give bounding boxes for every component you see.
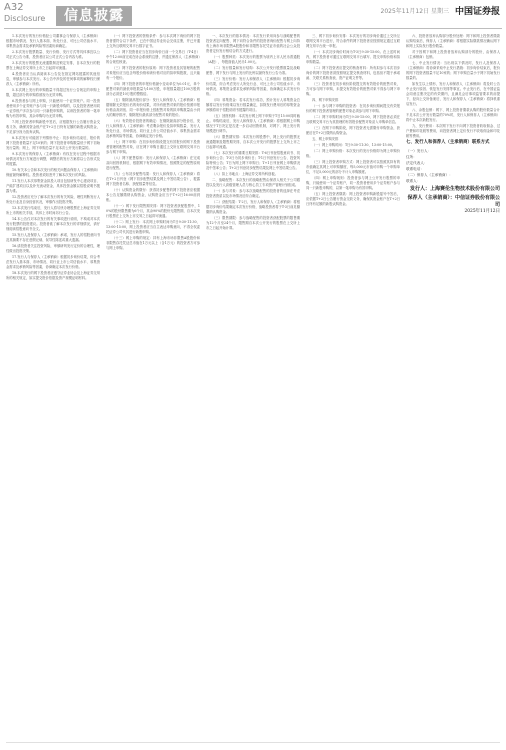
paragraph: 对于因网下和网上投资者放弃认购部分的股份，由保荐人（主承销商）包销。 <box>406 50 500 59</box>
issuer-address-label: 住所： <box>406 155 417 159</box>
paragraph: （六）有效报价投资者的确定：在剔除最高部分报价后，发行人和保荐人（主承销商）考虑剩余报价及拟申购数量、发行人所处行业、市场情况、同行业上市公司估值水平、募集资金需求及承销风险等因素，协商确定发行价格。 <box>106 119 200 138</box>
paragraph: 三、网下初步询价安排：本次发行的初步询价通过上交所互联网交易平台进行，符合条件的网下投资者应按照规定通过互联网交易平台统一申报。 <box>306 34 400 48</box>
paragraph: 一、本次发行的基本情况：本次发行采用向参与战略配售的投资者定向配售、网下向符合条件的投资者询价配售与网上向持有上海市场非限售A股股份和非限售存托凭证市值的社会公众投资者定价发行相结合的方式进行。 <box>206 34 300 53</box>
contact-block <box>406 148 500 184</box>
paragraph: 16.请投资者关注投资风险，审慎研判发行定价的合理性，理性做出投资决策。 <box>6 244 100 253</box>
paragraph: 18.本次发行的网下投资者应遵守证券业协会及上海证券交易所的相关规定，如实提交报价依据及资产规模证明材料。 <box>6 271 100 280</box>
paragraph: （三）投资者在初步询价阶段提交的有效报价的配售对象，方可参与网下申购，未提交有效报价的配售对象不得参与网下申购。 <box>306 82 400 96</box>
paragraph: 四、网下申购安排 <box>312 98 339 102</box>
paragraph: 11.发行人本次募集资金拟投入项目包括研发中心建设项目、产能扩建项目以及补充流动资金，具体投资金额以招股说明书披露为准。 <box>6 179 100 193</box>
paragraph: （八）网下配售原则：发行人和保荐人（主承销商）在完成双向回拨机制后，根据网下有效申购情况，按照既定的配售原则进行配售。 <box>106 156 200 170</box>
sponsor-contact-label: 联系人： <box>406 179 421 183</box>
header-right <box>381 4 500 17</box>
paragraph: （四）网上申购规则：投资者参与网上公开发行股票的申购，只能使用一个证券账户，同一投资者使用多个证券账户参与同一只新股申购的，以第一笔申购为有效申购。 <box>306 176 400 190</box>
paragraph: （二）网下投资者应当在初步询价日前一个交易日（T-4日）中午12:00前完成在协会系统的注册，并通过保荐人（主承销商）的合规性核查。 <box>106 50 200 64</box>
paragraph: （二）发行数量和发行结构：本次公开发行股票数量及战略配售、网下发行与网上发行的比例以最终发行公告为准。 <box>206 66 300 75</box>
paragraph: （四）网下投资者的申报价格最小变动单位为0.01元，单个配售对象的最低申报数量为100万股，申报数量超过100万股的部分必须是10万股的整数倍。 <box>106 82 200 96</box>
paragraph: （二）网下投资者应提交的核查材料：所有拟参与本次初步询价的网下投资者须按照规定提交核查材料，包括但不限于承诺函、关联关系核查表、资产证明文件等。 <box>306 66 400 80</box>
paragraph: 8.本次发行可能因下列情形中止：初步询价结束后，报价的网下投资者数量不足10家的；网下投资者申购数量低于网下初始发行量的；网上、网下申购总量不足本次公开发行数量的。 <box>6 136 100 150</box>
paragraph: （二）网下申购时间为T日9:30-15:00，网下投资者必须在互联网交易平台为其管理的有效报价配售对象录入申购单信息。 <box>306 115 400 124</box>
page-header <box>0 0 506 30</box>
paragraph: （五）回拨机制：本次发行网上网下申购于T日15:00同时截止。申购结束后，发行人和保荐人（主承销商）将根据网上申购情况于T日决定是否进一步启动回拨机制，对网下、网上发行的规模进行调节。 <box>206 114 300 133</box>
signature-date: 2025年11月12日 <box>464 209 500 214</box>
column-5-body <box>406 34 500 139</box>
paragraph: 10.有关本公告和本次发行的相关问题由保荐人（主承销商）保留最终解释权。投资者须知悉并了解本次发行的风险。 <box>6 168 100 177</box>
paragraph: 13.本次发行结束后，发行人将尽快办理股票在上海证券交易所上市的相关手续，具体上市时间另行公告。 <box>6 206 100 215</box>
paragraph: （七）本次发行的重要日期安排：T-6日刊登招股意向书、初步询价公告；T-3日为初步询价日；T-1日刊登发行公告、投资风险特别公告；T日为网上网下申购日；T+1日刊登网上申购情况及中签率公告；T+2日刊登初步配售结果及网上中签结果公告。 <box>206 151 300 170</box>
header-divider <box>4 28 502 29</box>
text-column-3 <box>206 34 300 738</box>
page-number: A32 <box>4 2 24 13</box>
paragraph: 九、发行费用：本次网下发行不向网下投资者收取佣金、过户费和印花税等费用，向投资者网上定价发行不收取佣金和印花税等费用。 <box>406 124 500 138</box>
paragraph: （二）获配结果：T-2日，发行人和保荐人（主承销商）将根据初步询价结果确定本次发行价格，战略投资者将于T-3日前足额缴纳认购资金。 <box>206 200 300 214</box>
paragraph: （五）网上投资者缴款：网上投资者申购新股摇号中签后，应依据T+2日公告履行资金交收义务，确保其资金账户在T+2日日终有足额的新股认购资金。 <box>306 192 400 206</box>
masthead-logo: 中国证券报 <box>454 7 500 17</box>
paragraph: （一）股票种类：本次发行的股票为境内上市人民币普通股（A股），每股面值人民币1.00元。 <box>206 55 300 64</box>
paragraph: 3.本次发行的股票无流通限制及锁定安排，自本次发行的股票在上海证券交易所上市之日起即可流通。 <box>6 61 100 70</box>
issue-date: 2025年11月12日 星期三 <box>380 8 449 15</box>
paragraph: （十一）网下发行限售期安排：网下投资者获配股票中，10%的股份限售期为6个月，其余90%的股份无限售期，自本次发行股票在上交所上市交易之日起即可流通。 <box>106 204 200 218</box>
paragraph: 7.网上投资者申购新股中签后，应根据发行公告履行资金交收义务，确保其资金账户在T+2日日终有足额的新股认购资金，不足部分视为放弃认购。 <box>6 120 100 134</box>
paragraph: 如发生以上情形，发行人和保荐人（主承销商）将及时公告中止发行原因、恢复发行安排等事宜。中止发行后，在中国证监会同意注册决定的有效期内，且满足会后事项监管要求的前提下，经向上交所备案后，发行人和保荐人（主承销商）将择机重启发行。 <box>406 82 500 106</box>
section-name-english: Disclosure <box>4 14 46 23</box>
section-title: 信息披露 <box>56 6 132 26</box>
paragraph: 二、战略配售：本次发行的战略配售由保荐人相关子公司跟投以及发行人高级管理人员与核心员工专项资产管理计划组成。 <box>206 178 300 187</box>
issuer-representative-label: 法定代表人： <box>406 161 428 165</box>
paragraph: （七）网下申购：在初步询价阶段提交有效报价的网下投资者管理的配售对象，应在网下申购日通过上交所互联网交易平台参与网下申购。 <box>106 140 200 154</box>
paragraph: （三）限售期限：参与战略配售的投资者获配股票的限售期为12个月至24个月，限售期自本次公开发行的股票在上交所上市之日起开始计算。 <box>206 216 300 230</box>
paragraph: （三）发行价格：发行人和保荐人（主承销商）根据初步询价结果，综合考虑发行人所处行业、可比上市公司估值水平、市场情况、募集资金需求及承销风险等因素，协商确定本次发行价格。 <box>206 77 300 96</box>
contact-section-heading: 七、发行人和保荐人（主承销商）联系方式 <box>406 140 490 145</box>
paragraph: （一）参与网下申购的投资者：在初步询价期间提交有效报价的网下投资者管理的配售对象必须参与网下申购。 <box>306 104 400 113</box>
paragraph: 七、中止发行情况：当出现以下情况时，发行人及保荐人（主承销商）将协商采取中止发行措施：初步询价结束后，报价的网下投资者数量不足10家的；网下申购总量小于网下初始发行数量的。 <box>406 61 500 80</box>
paragraph: （六）限售期安排：本次发行的股票中，网上发行的股票无流通限制及限售期安排，自本次公开发行的股票在上交所上市之日起即可流通。 <box>206 135 300 149</box>
paragraph: （三）在网下申购阶段，网下投资者无需缴付申购资金，获配后在T+2日缴纳认购资金。 <box>306 126 400 135</box>
text-column-1 <box>6 34 100 738</box>
paragraph: 2.本次发行股票数量、发行价格、发行方式等具体事宜以公司正式公告为准，投资者应以公司正式公告内容为准。 <box>6 50 100 59</box>
paragraph: （一）参与对象：参与本次战略配售的投资者的选择在考虑投资者资质以及市场情况后综合确定。 <box>206 189 300 198</box>
paragraph: 12.投资者应充分了解本次发行的有关风险，理性判断发行人所处行业及自身经营状况，审慎作出投资决策。 <box>6 195 100 204</box>
paragraph: （一）网下投资者的资格条件：参与本次网下询价的网下投资者需符合以下条件，已在中国证券业协会完成注册，并已开通上交所互联网交易平台数字证书。 <box>106 34 200 48</box>
paragraph: （八）拟上市地点：上海证券交易所科创板。 <box>212 172 278 176</box>
paragraph: （十三）网上申购的规定：持有上海市场非限售A股股份和非限售存托凭证总市值在1万元以上（含1万元）的投资者方可参与网上申购。 <box>106 236 200 250</box>
text-column-4 <box>306 34 400 738</box>
issuer-label: （一）发行人： <box>406 149 432 153</box>
paragraph: （三）网下投资者的报价原则：网下投资者及其管理的配售对象报价应当包含每股价格和该价格对应的拟申购股数，且只能有一个报价。 <box>106 66 200 80</box>
paragraph: （三）网上投资者申购方式：网上投资者可以按照其持有的市值确定其网上可申购额度，每5,000元市值可申购一个申购单位，不足5,000元的部分不计入申购额度。 <box>306 160 400 174</box>
footer-divider <box>6 742 500 743</box>
paragraph: 1.本次发行的发行价格经公司董事会与保荐人（主承销商）根据市场情况、发行人基本面、所处行业、可比公司估值水平、募集资金需求及承销风险等因素协商确定。 <box>6 34 100 48</box>
paragraph: （五）剔除最高报价部分：发行人和保荐人（主承销商）根据剔除无效报价后的询价结果，对所有配售对象的报价按照申报价格由高到低、同一申报价格上按配售对象的拟申购数量由小到大的顺序排序，剔除报价最高部分配售对象的报价。 <box>106 98 200 117</box>
article-columns <box>6 34 500 738</box>
paragraph: 9.本次发行的保荐人（主承销商）有权在发行过程中根据市场情况对发行方案进行调整，调整后的发行方案将以公告形式及时披露。 <box>6 152 100 166</box>
paragraph: （一）网上申购时间：T日9:30-11:30、13:00-15:00。 <box>312 143 396 147</box>
paragraph: （一）本次初步询价时间为T-3日9:30-15:00。在上述时间内，网下投资者可通过互联网交易平台填写、提交申购价格和拟申购数量。 <box>306 50 400 64</box>
text-column-2 <box>106 34 200 738</box>
paragraph: （十）认购资金的缴付：获得初步配售的网下投资者应根据本公告足额缴纳认购资金，认购资金应当于T+2日16:00前到账。 <box>106 188 200 202</box>
paragraph: （九）公布初步配售结果：发行人和保荐人（主承销商）将在T+2日刊登《网下初步配售结果及网上中签结果公告》，披露网下投资者名称、获配数量等信息。 <box>106 172 200 186</box>
paragraph: 4.投资者应当认真阅读本公告及在指定网站披露的其他信息，审慎参与本次发行。本公告中涉及的任何事项的解释权归保荐人（主承销商）所有。 <box>6 72 100 86</box>
paragraph: 六、投资者放弃认购部分股份处理：网下和网上投资者缴款认购结束后，保荐人（主承销商）将根据实际缴款情况确认网下和网上实际发行股份数量。 <box>406 34 500 48</box>
paragraph: 八、余股包销：网下、网上投资者缴款认购的股份数量合计不足本次公开发行数量的70%时，发行人和保荐人（主承销商）将中止本次新股发行。 <box>406 108 500 122</box>
paragraph: （十二）网上发行：本次网上申购时间为T日9:30-11:30、13:00-15:00，网上投资者应当自主表达申购意向，不得全权委托证券公司代其进行新股申购。 <box>106 220 200 234</box>
paragraph: 5.本次网上发行的申购数量不得超过发行公告规定的申购上限，超过部分的申购将被视为无效申购。 <box>6 88 100 97</box>
paragraph: 6.投资者参与网上申购，只能使用一个证券账户。同一投资者使用多个证券账户参与同一只新股申购的，以及投资者使用同一证券账户多次参与同一只新股申购的，以该投资者的第一笔申购为有效申购，其余申购均为无效申购。 <box>6 99 100 118</box>
paragraph: 15.发行人及保荐人（主承销商）承诺，发行人的招股意向书及其摘要不存在虚假记载、误导性陈述或重大遗漏。 <box>6 233 100 242</box>
paragraph: 17.发行人与保荐人（主承销商）根据初步询价结果，综合考虑发行人基本面、市场情况、同行业上市公司估值水平、募集资金需求及承销风险等因素，协商确定本次发行价格。 <box>6 255 100 269</box>
paragraph: 14.本公告仅对本次发行的有关事项进行说明，不构成对本次发行股票的投资建议。投资者欲了解本次发行的详细情况，请仔细阅读招股意向书全文。 <box>6 217 100 231</box>
paragraph: （四）募集资金：若本次发行成功，预计发行人募集资金总额将以发行价格乘以发行数量确定，扣除发行费用后的募集资金净额将用于招股说明书披露的项目。 <box>206 98 300 112</box>
text-column-5 <box>406 34 500 738</box>
paragraph: （二）网上申购价格：本次发行的发行价格即为网上申购价格。 <box>306 149 400 158</box>
sponsor-label: （二）保荐人（主承销商）： <box>406 173 453 177</box>
paragraph: 五、网上申购安排 <box>312 137 339 141</box>
issuer-phone-label: 联系电话： <box>406 167 424 171</box>
sponsor-signature: 保荐人（主承销商）：中信证券股份有限公司 <box>407 195 500 208</box>
issuer-signature: 发行人：上海赛伦生物技术股份有限公司 <box>409 186 500 192</box>
